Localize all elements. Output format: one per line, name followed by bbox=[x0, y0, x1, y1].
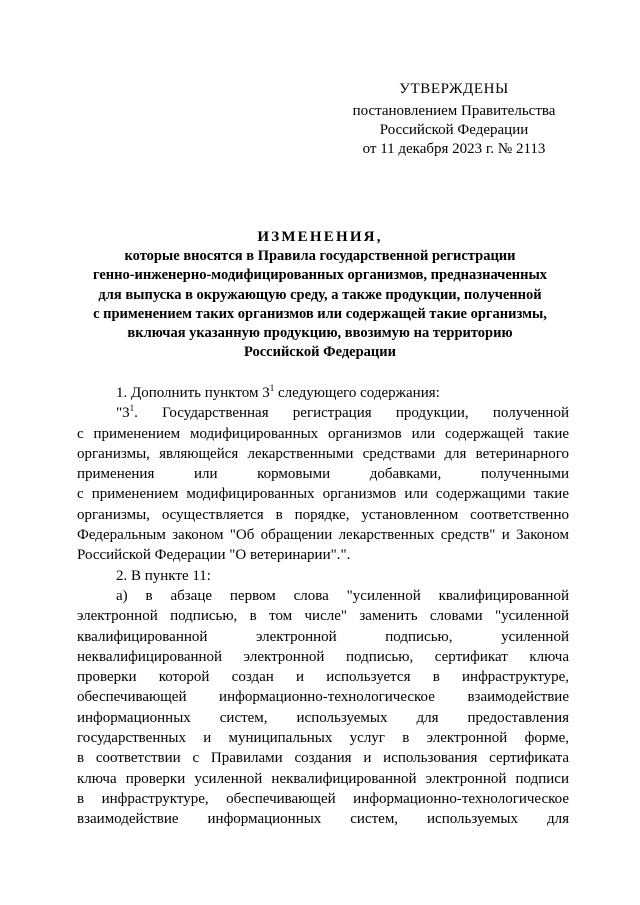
subtitle-line: генно-инженерно-модифицированных организмов, предназначенных bbox=[92, 267, 548, 284]
paragraph-line: Федеральным законом "Об обращении лекарственных средств" и Законом bbox=[77, 527, 569, 544]
item-2-lead: 2. В пункте 11: bbox=[116, 567, 211, 584]
paragraph-line: в соответствии с Правилами создания и использования сертификата bbox=[77, 750, 569, 767]
subtitle-line: для выпуска в окружающую среду, а также продукции, полученной bbox=[98, 286, 542, 303]
paragraph-line: обеспечивающей информационно-технологическое взаимодействие bbox=[77, 689, 569, 706]
document-body bbox=[77, 383, 569, 830]
item-1-lead: 1. Дополнить пунктом $3^1$ следующего содержания: bbox=[116, 383, 440, 401]
paragraph-line: проверки которой создан и используется в инфраструктуре, bbox=[77, 669, 569, 686]
paragraph-line: неквалифицированной электронной подписью, сертификат ключа bbox=[77, 648, 569, 665]
paragraph-line: организмы, являющейся лекарственными средствами для ветеринарного bbox=[77, 445, 569, 462]
subtitle-line: которые вносятся в Правила государственной регистрации bbox=[124, 248, 516, 264]
item-2-first: а) в абзаце первом слова "усиленной квалифицированной bbox=[116, 587, 569, 604]
approval-header: УТВЕРЖДЕНЫ bbox=[399, 81, 509, 97]
paragraph-line: в инфраструктуре, обеспечивающей информационно-технологическое bbox=[77, 790, 569, 807]
paragraph-line: ключа проверки усиленной неквалифицированной электронной подписи bbox=[77, 770, 569, 787]
item-1-quote-first: "$3^1$. Государственная регистрация продукции, полученной bbox=[116, 403, 569, 422]
document-title: ИЗМЕНЕНИЯ, bbox=[257, 229, 383, 245]
paragraph-line: информационных систем, используемых для предоставления bbox=[77, 709, 569, 726]
paragraph-line: Российской Федерации "О ветеринарии".". bbox=[77, 547, 351, 564]
approval-line: от 11 декабря 2023 г. № 2113 bbox=[362, 141, 546, 157]
paragraph-line: взаимодействие информационных систем, используемых для bbox=[77, 811, 569, 828]
paragraph-line: с применением модифицированных организмов или содержащей такие bbox=[77, 425, 569, 442]
paragraph-line: с применением модифицированных организмов или содержащими такие bbox=[77, 486, 569, 503]
paragraph-line: электронной подписью, в том числе" заменить словами "усиленной bbox=[77, 608, 569, 625]
approval-line: Российской Федерации bbox=[379, 122, 529, 138]
approval-block bbox=[318, 80, 590, 159]
paragraph-line: применения или кормовыми добавками, полученными bbox=[77, 466, 569, 483]
approval-line: постановлением Правительства bbox=[352, 103, 556, 119]
subtitle-line: с применением таких организмов или содержащей такие организмы, bbox=[93, 305, 547, 322]
paragraph-line: квалифицированной электронной подписью, усиленной bbox=[77, 628, 569, 645]
paragraph-line: государственных и муниципальных услуг в электронной форме, bbox=[77, 730, 569, 747]
subtitle-line: включая указанную продукцию, ввозимую на территорию bbox=[127, 325, 513, 342]
paragraph-line: организмы, осуществляется в порядке, установленном соответственно bbox=[77, 506, 569, 523]
subtitle-line: Российской Федерации bbox=[243, 344, 396, 361]
document-subtitle bbox=[70, 247, 570, 363]
